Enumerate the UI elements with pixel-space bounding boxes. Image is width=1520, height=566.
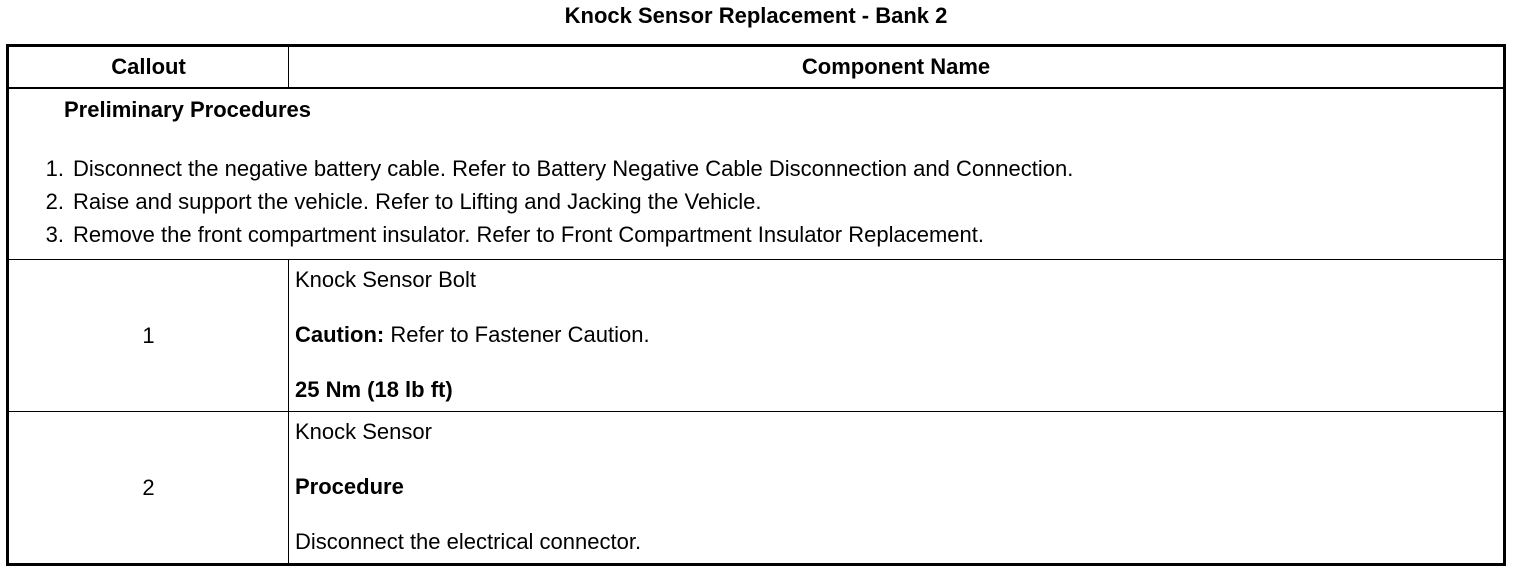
component-cell	[289, 412, 1505, 565]
table-header-row	[8, 46, 1505, 89]
table-row	[8, 412, 1505, 565]
table-row	[8, 260, 1505, 412]
step-number: 3.	[45, 222, 64, 247]
caution-note	[295, 323, 1497, 347]
component-name-header: Component Name	[289, 46, 1505, 89]
callout-cell: 2	[8, 412, 289, 565]
preliminary-procedures	[8, 88, 1505, 260]
procedure-text: Disconnect the electrical connector.	[295, 529, 642, 554]
list-item	[9, 185, 1503, 218]
step-number: 1.	[45, 156, 64, 181]
page-title: Knock Sensor Replacement - Bank 2	[564, 3, 948, 28]
step-text: Raise and support the vehicle. Refer to Lifting and Jacking the Vehicle.	[73, 189, 762, 214]
caution-label: Caution:	[295, 322, 385, 347]
preliminary-heading: Preliminary Procedures	[64, 97, 312, 122]
preliminary-steps-list	[9, 152, 1503, 251]
procedure-label: Procedure	[295, 474, 404, 499]
list-item	[9, 152, 1503, 185]
step-number: 2.	[45, 189, 64, 214]
caution-text: Refer to Fastener Caution.	[384, 322, 650, 347]
step-text: Remove the front compartment insulator. Refer to Front Compartment Insulator Replacement.	[73, 222, 984, 247]
torque-spec: 25 Nm (18 lb ft)	[295, 377, 453, 402]
preliminary-row	[8, 88, 1505, 260]
list-item	[9, 218, 1503, 251]
callout-cell: 1	[8, 260, 289, 412]
procedure-table	[6, 44, 1506, 566]
step-text: Disconnect the negative battery cable. Refer to Battery Negative Cable Disconnection and Connection.	[73, 156, 1074, 181]
component-name: Knock Sensor Bolt	[295, 267, 476, 292]
component-name: Knock Sensor	[295, 419, 432, 444]
component-cell	[289, 260, 1505, 412]
callout-header: Callout	[8, 46, 289, 89]
